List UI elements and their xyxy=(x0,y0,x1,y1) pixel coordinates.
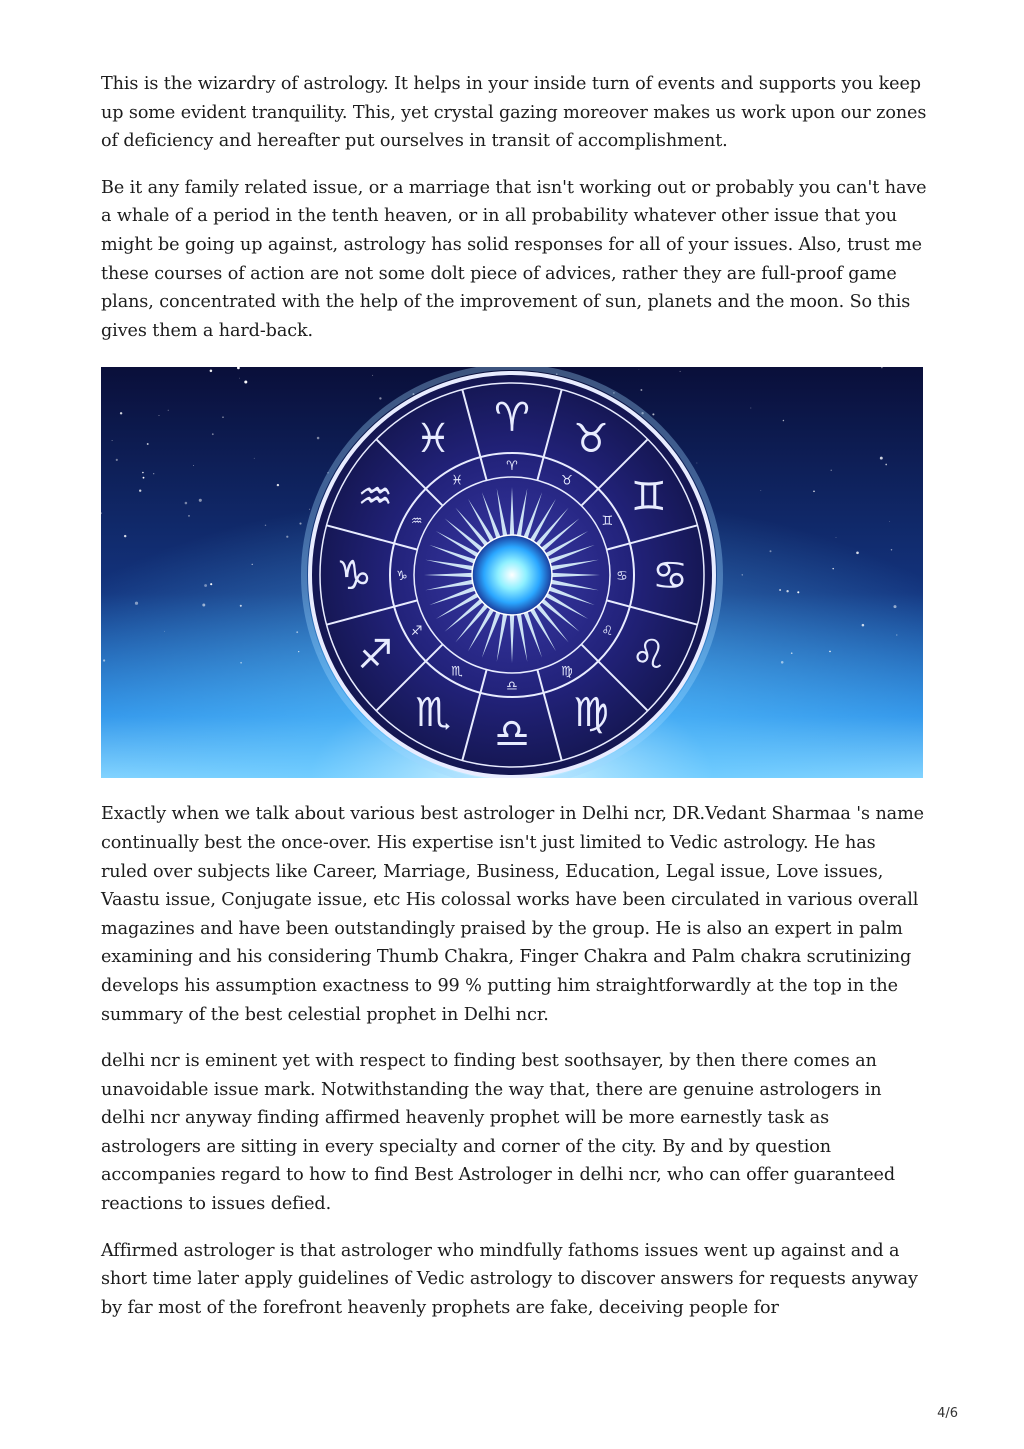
star xyxy=(317,437,320,440)
star xyxy=(742,575,743,576)
star xyxy=(116,459,118,461)
star xyxy=(831,470,832,471)
star xyxy=(202,604,205,607)
star xyxy=(286,536,288,538)
star xyxy=(893,605,896,608)
star xyxy=(829,651,831,653)
star xyxy=(783,420,785,422)
zodiac-symbol-4: ♌ xyxy=(601,624,614,640)
star xyxy=(836,537,837,538)
star xyxy=(760,491,761,492)
star xyxy=(204,584,207,587)
star xyxy=(135,602,138,605)
star xyxy=(153,473,154,474)
zodiac-wheel-image xyxy=(101,367,923,778)
document-page xyxy=(101,70,927,1340)
star xyxy=(298,651,299,652)
star xyxy=(891,549,892,550)
zodiac-figure-9: ♑ xyxy=(336,553,372,600)
star xyxy=(147,443,149,445)
star xyxy=(697,463,698,464)
star xyxy=(680,371,681,372)
star xyxy=(103,660,105,662)
star xyxy=(786,590,788,592)
star xyxy=(791,653,793,655)
star xyxy=(199,499,202,502)
star xyxy=(143,477,145,479)
star xyxy=(139,490,141,492)
zodiac-figure-1: ♉ xyxy=(573,416,609,463)
star xyxy=(240,662,242,664)
zodiac-figure-8: ♐ xyxy=(357,632,394,679)
zodiac-symbol-0: ♈ xyxy=(506,459,518,475)
star xyxy=(168,410,169,411)
paragraph-3: Exactly when we talk about various best astrologer in Delhi ncr, DR.Vedant Sharmaa 's name continually best the once-over. His expertise isn't just limited to Vedic astrology. He has ruled over subjects like Career, Marriage, Business, Education, Legal issue, Love issues, Vaastu issue, Conjugate issue, etc His colossal works have been circulated in various overall magazines and have been outstandingly praised by the group. He is also an expert in palm examining and his considering Thumb Chakra, Finger Chakra and Palm chakra scrutinizing develops his assumption exactness to 99 % putting him straightforwardly at the top in the summary of the best celestial prophet in Delhi ncr. xyxy=(101,804,924,1025)
star xyxy=(299,523,301,525)
zodiac-wheel xyxy=(304,367,720,778)
star xyxy=(856,552,859,555)
star xyxy=(797,592,799,594)
star xyxy=(188,515,190,517)
zodiac-symbol-2: ♊ xyxy=(601,514,614,530)
star xyxy=(277,484,279,486)
star xyxy=(120,412,122,414)
page-number: 4/6 xyxy=(937,1406,958,1421)
star xyxy=(896,635,897,636)
zodiac-figure-6: ♎ xyxy=(494,711,530,758)
star xyxy=(265,525,266,526)
star xyxy=(193,465,194,466)
star xyxy=(159,415,160,416)
star xyxy=(222,417,223,418)
star xyxy=(210,583,212,585)
star xyxy=(112,440,113,441)
star xyxy=(252,564,253,565)
star xyxy=(813,491,815,493)
paragraph-5: Affirmed astrologer is that astrologer who mindfully fathoms issues went up against and a short time later apply guidelines of Vedic astrology to discover answers for requests anyway by far most of the forefront heavenly prophets are fake, deceiving people for xyxy=(101,1240,918,1318)
star xyxy=(210,370,213,373)
zodiac-figure-2: ♊ xyxy=(630,474,667,521)
zodiac-symbol-7: ♏ xyxy=(451,664,463,680)
zodiac-figure-10: ♒ xyxy=(357,474,394,521)
star xyxy=(862,624,865,627)
star xyxy=(164,631,165,632)
star xyxy=(889,521,890,522)
paragraph-2: Be it any family related issue, or a marriage that isn't working out or probably you can't have a whale of a period in the tenth heaven, or in all probability whatever other issue that you might be going up against, astrology has solid responses for all of your issues. Also, trust me these courses of action are not some dolt piece of advices, rather they are full-proof game plans, concentrated with the help of the improvement of sun, planets and the moon. So this gives them a hard-back. xyxy=(101,177,927,341)
zodiac-symbol-1: ♉ xyxy=(561,474,573,490)
star xyxy=(781,661,784,664)
zodiac-symbol-9: ♑ xyxy=(396,569,408,585)
zodiac-figure-0: ♈ xyxy=(494,395,530,442)
paragraph-1: This is the wizardry of astrology. It helps in your inside turn of events and supports you keep up some evident tranquility. This, yet crystal gazing moreover makes us work upon our zones of deficiency and hereafter put ourselves in transit of accomplishment. xyxy=(101,74,927,152)
star xyxy=(142,472,144,474)
star xyxy=(832,568,834,570)
star xyxy=(779,589,781,591)
star xyxy=(372,375,373,376)
zodiac-figure-7: ♏ xyxy=(415,690,451,737)
star xyxy=(212,434,214,436)
zodiac-figure-3: ♋ xyxy=(652,553,688,600)
star xyxy=(640,389,642,391)
zodiac-symbol-10: ♒ xyxy=(410,514,423,530)
zodiac-symbol-6: ♎ xyxy=(506,679,518,695)
star xyxy=(880,457,883,460)
paragraph-4: delhi ncr is eminent yet with respect to finding best soothsayer, by then there comes an unavoidable issue mark. Notwithstanding the way that, there are genuine astrologers in delhi ncr anyway finding affirmed heavenly prophet will be more earnestly task as astrologers are sitting in every specialty and corner of the city. By and by question accompanies regard to how to find Best Astrologer in delhi ncr, who can offer guaranteed reactions to issues defied. xyxy=(101,1051,895,1215)
star xyxy=(750,408,751,409)
star xyxy=(239,378,240,379)
star xyxy=(639,369,640,370)
zodiac-figure-5: ♍ xyxy=(573,690,609,737)
star xyxy=(240,605,242,607)
zodiac-figure-11: ♓ xyxy=(415,416,451,463)
zodiac-symbol-11: ♓ xyxy=(451,474,463,490)
star xyxy=(652,414,654,416)
sun-core xyxy=(472,535,552,615)
zodiac-figure-4: ♌ xyxy=(630,632,667,679)
star xyxy=(244,381,247,384)
star xyxy=(379,398,381,400)
star xyxy=(254,458,255,459)
star xyxy=(309,509,310,510)
star xyxy=(770,551,772,553)
star xyxy=(885,464,887,466)
zodiac-symbol-3: ♋ xyxy=(616,569,628,585)
zodiac-symbol-5: ♍ xyxy=(561,664,573,680)
star xyxy=(185,502,188,505)
star xyxy=(296,632,298,634)
star xyxy=(124,535,126,537)
zodiac-symbol-8: ♐ xyxy=(410,624,423,640)
